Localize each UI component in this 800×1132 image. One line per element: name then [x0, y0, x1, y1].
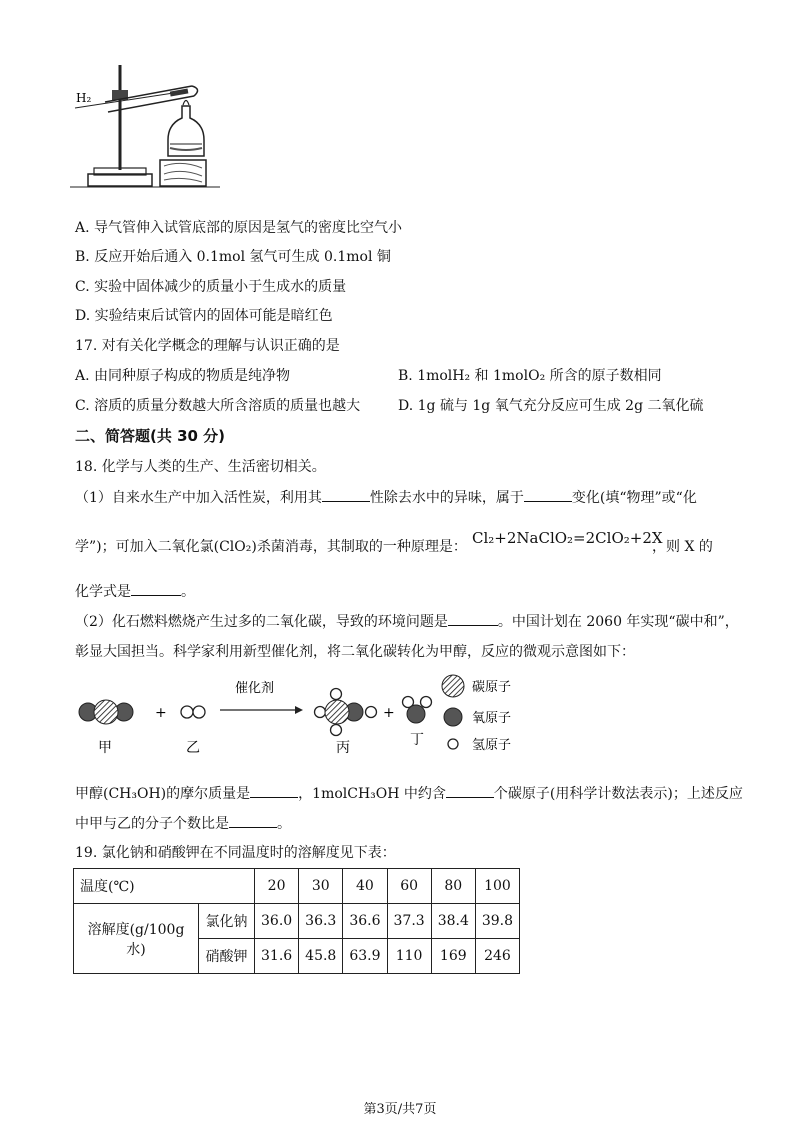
answer-blank[interactable]: [524, 487, 572, 502]
table-cell: 39.8: [475, 904, 519, 939]
q18-part2-line4: [75, 813, 291, 834]
table-cell: 31.6: [255, 939, 299, 974]
ch3oh-molecule: [315, 689, 377, 736]
answer-blank[interactable]: [322, 487, 370, 502]
q17-option-d: D. 1g 硫与 1g 氧气充分反应可生成 2g 二氧化硫: [398, 398, 704, 414]
label-ding: 丁: [410, 732, 424, 748]
q18-part2-text-f: 中甲与乙的分子个数比是: [75, 816, 229, 832]
q18-part1-line2: [75, 537, 467, 557]
label-yi: 乙: [186, 740, 200, 756]
q17-option-a: A. 由同种原子构成的物质是纯净物: [75, 368, 291, 384]
plus-sign-1: +: [155, 705, 167, 721]
answer-blank[interactable]: [229, 813, 277, 828]
section-title: 二、简答题(共 30 分): [75, 427, 226, 445]
q19-stem: 19. 氯化钠和硝酸钾在不同温度时的溶解度见下表：: [75, 845, 396, 861]
h2o-molecule: [403, 697, 432, 724]
table-cell: 36.3: [299, 904, 343, 939]
table-cell: 38.4: [431, 904, 475, 939]
table-cell: 37.3: [387, 904, 431, 939]
reaction-micro-diagram: [70, 672, 550, 757]
table-cell: 100: [475, 869, 519, 904]
answer-blank[interactable]: [446, 783, 494, 798]
q18-part1-text-c: 变化(填“物理”或“化: [571, 490, 697, 506]
table-header-temp: 温度(℃): [74, 869, 255, 904]
table-cell: 40: [343, 869, 387, 904]
q18-part2-line2: 彰显大国担当。科学家利用新型催化剂，将二氧化碳转化为甲醇，反应的微观示意图如下：: [75, 644, 635, 660]
plus-sign-2: +: [383, 705, 395, 721]
atom-legend: [442, 675, 511, 753]
q18-part1-line3: [75, 581, 195, 602]
table-cell: 169: [431, 939, 475, 974]
table-cell: 60: [387, 869, 431, 904]
h2-label: H₂: [76, 91, 92, 105]
q18-part2-text-c: 甲醇(CH₃OH)的摩尔质量是: [75, 786, 251, 802]
q18-part1-text-b: 性除去水中的异味，属于: [369, 490, 524, 506]
q16-option-b: B. 反应开始后通入 0.1mol 氢气可生成 0.1mol 铜: [75, 249, 391, 265]
table-cell: 30: [299, 869, 343, 904]
table-cell: 36.0: [255, 904, 299, 939]
answer-blank[interactable]: [131, 581, 181, 596]
q18-part2-text-e: 个碳原子(用科学计数法表示)；上述反应: [493, 786, 743, 802]
table-row-label: 氯化钠: [199, 904, 255, 939]
label-jia: 甲: [98, 740, 112, 756]
q18-part1-text-d: 学”)；可加入二氧化氯(ClO₂)杀菌消毒，其制取的一种原理是：: [75, 539, 467, 555]
h2-molecule: [181, 706, 205, 718]
q17-option-c: C. 溶质的质量分数越大所含溶质的质量也越大: [75, 398, 361, 414]
answer-blank[interactable]: [448, 611, 498, 626]
q16-option-d: D. 实验结束后试管内的固体可能是暗红色: [75, 308, 333, 324]
q18-part2-text-b: 。中国计划在 2060 年实现“碳中和”，: [497, 614, 739, 630]
label-bing: 丙: [336, 740, 350, 756]
q16-option-a: A. 导气管伸入试管底部的原因是氢气的密度比空气小: [75, 220, 403, 236]
table-cell: 45.8: [299, 939, 343, 974]
page-footer: 第3页/共7页: [363, 1102, 437, 1117]
q18-part1-line1: [75, 487, 697, 508]
table-cell: 36.6: [343, 904, 387, 939]
q16-option-c: C. 实验中固体减少的质量小于生成水的质量: [75, 279, 347, 295]
q18-stem: 18. 化学与人类的生产、生活密切相关。: [75, 459, 326, 475]
solubility-table: [73, 868, 520, 974]
table-cell: 80: [431, 869, 475, 904]
q17-option-b: B. 1molH₂ 和 1molO₂ 所含的原子数相同: [398, 368, 662, 384]
table-cell: 246: [475, 939, 519, 974]
table-row-group-label: 溶解度(g/100g 水): [74, 904, 199, 974]
catalyst-label: 催化剂: [235, 681, 275, 696]
q18-part2-line1: [75, 611, 739, 632]
co2-molecule: [79, 700, 133, 724]
q18-part2-text-d: ，1molCH₃OH 中约含: [298, 786, 446, 802]
table-cell: 20: [255, 869, 299, 904]
legend-carbon: 碳原子: [472, 680, 512, 695]
legend-hydrogen: 氢原子: [472, 738, 512, 753]
q18-part1-text-g: 。: [181, 584, 195, 600]
table-row-label: 硝酸钾: [199, 939, 255, 974]
chemical-equation: Cl₂+2NaClO₂=2ClO₂+2X: [472, 529, 663, 547]
table-row: [74, 904, 520, 939]
table-cell: 63.9: [343, 939, 387, 974]
legend-oxygen: 氧原子: [472, 711, 512, 726]
q18-part1-text-e: ，则 X 的: [652, 539, 713, 555]
hydrogen-reduction-apparatus: [70, 60, 220, 192]
q18-part1-text-f: 化学式是: [75, 584, 131, 600]
q18-part2-text-a: （2）化石燃料燃烧产生过多的二氧化碳，导致的环境问题是: [75, 614, 448, 630]
q17-stem: 17. 对有关化学概念的理解与认识正确的是: [75, 338, 340, 354]
table-row: [74, 869, 520, 904]
q18-part1-text-a: （1）自来水生产中加入活性炭，利用其: [75, 490, 322, 506]
table-cell: 110: [387, 939, 431, 974]
q18-part2-line3: [75, 783, 743, 804]
q18-part2-text-g: 。: [277, 816, 291, 832]
answer-blank[interactable]: [250, 783, 298, 798]
